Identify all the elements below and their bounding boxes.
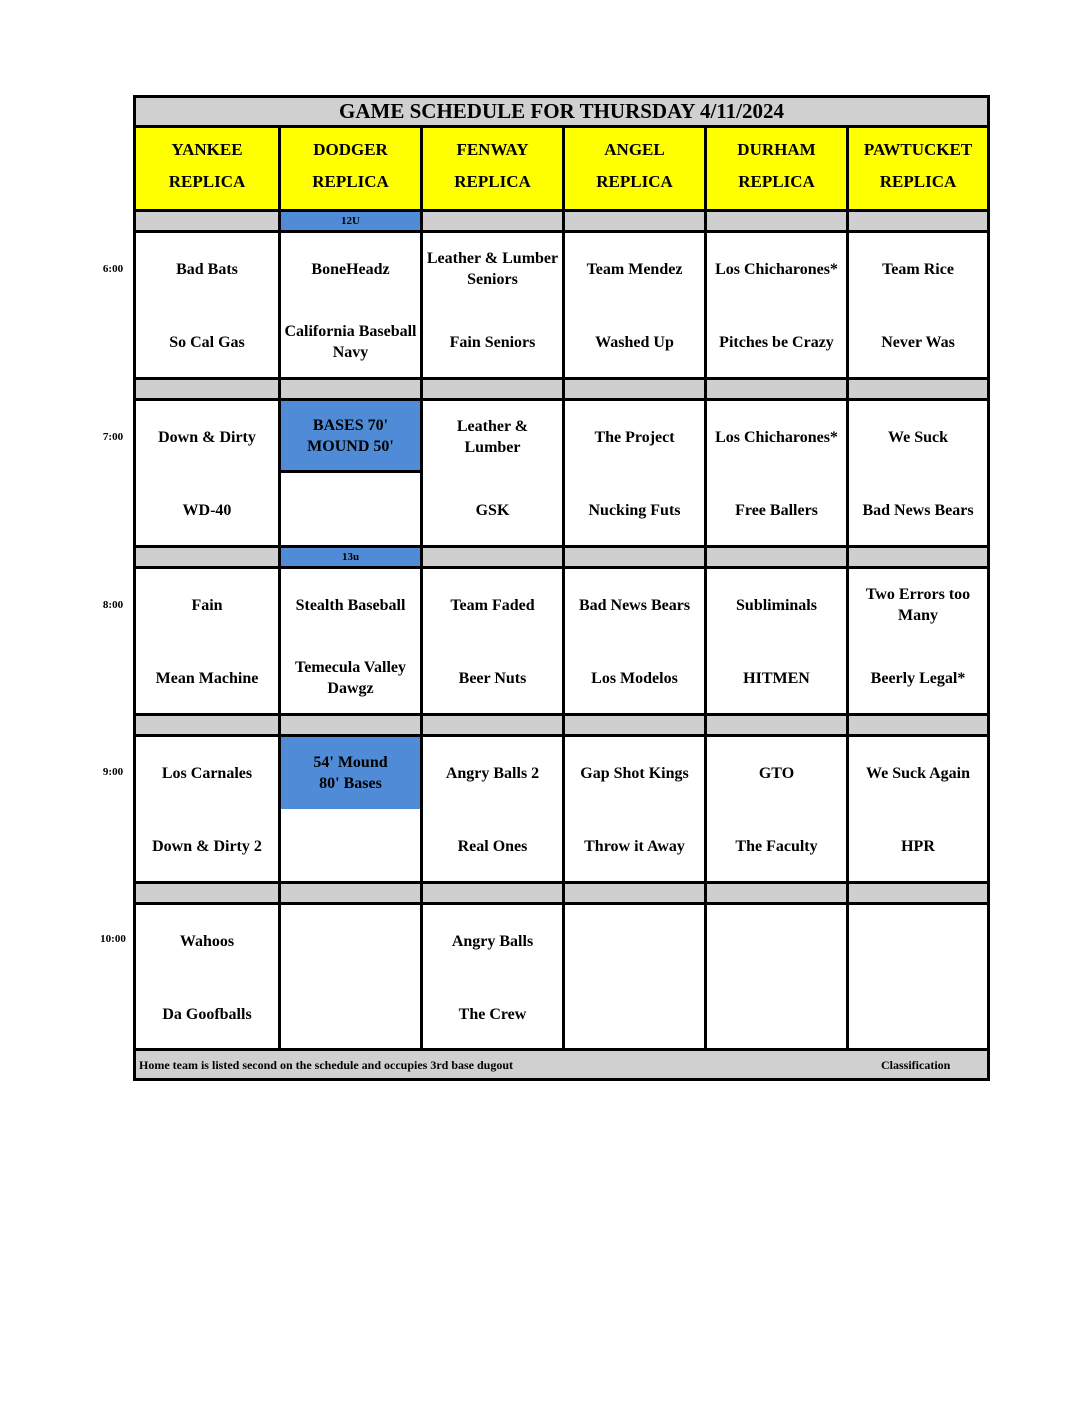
field-header-angel — [565, 128, 704, 212]
away-team: Down & Dirty — [158, 428, 256, 446]
home-team: Washed Up — [595, 333, 674, 351]
home-team: Temecula Valley Dawgz — [295, 659, 406, 697]
home-team: Down & Dirty 2 — [152, 837, 262, 855]
away-team: Gap Shot Kings — [580, 764, 689, 782]
field-header-pawtucket — [849, 128, 987, 212]
away-team: GTO — [758, 764, 795, 782]
slot-divider — [565, 884, 704, 905]
game-slot-9 — [849, 737, 987, 884]
home-team: Never Was — [881, 333, 955, 351]
home-team: Mean Machine — [155, 669, 259, 687]
slot-divider — [281, 716, 420, 737]
game-slot-10 — [281, 905, 420, 1052]
slot-divider — [707, 212, 846, 233]
home-team: HITMEN — [743, 669, 810, 687]
home-team: WD-40 — [182, 501, 232, 519]
slot-divider — [136, 884, 278, 905]
slot-divider — [565, 380, 704, 401]
slot-divider — [423, 884, 562, 905]
game-slot-8 — [281, 569, 420, 716]
field-column-dodger — [278, 128, 420, 1078]
game-slot-9 — [707, 737, 846, 884]
game-slot-6 — [136, 233, 278, 380]
field-name: YANKEE — [171, 140, 243, 159]
game-slot-9 — [565, 737, 704, 884]
field-name: DURHAM — [737, 140, 816, 159]
game-slot-7 — [565, 401, 704, 548]
game-slot-10 — [423, 905, 562, 1052]
away-team: Subliminals — [736, 596, 817, 614]
schedule-footer — [136, 1048, 987, 1078]
slot-divider — [281, 380, 420, 401]
home-team: HPR — [901, 837, 935, 855]
slot-divider — [565, 212, 704, 233]
field-name: DODGER — [313, 140, 388, 159]
slot-divider — [281, 884, 420, 905]
game-slot-9 — [281, 737, 420, 884]
home-team: California Baseball Navy — [284, 323, 417, 361]
home-team: Los Modelos — [591, 669, 678, 687]
time-label-10: 10:00 — [100, 933, 126, 945]
game-slot-10 — [136, 905, 278, 1052]
away-team: Bad News Bears — [578, 596, 691, 614]
away-team: The Project — [594, 428, 675, 446]
home-team: Free Ballers — [735, 501, 818, 519]
game-slot-10 — [565, 905, 704, 1052]
away-team: BoneHeadz — [311, 260, 390, 278]
field-name: ANGEL — [604, 140, 665, 159]
slot-divider — [707, 548, 846, 569]
slot-divider — [849, 884, 987, 905]
game-slot-7 — [136, 401, 278, 548]
slot-divider — [423, 548, 562, 569]
field-column-angel — [562, 128, 704, 1078]
game-slot-9 — [136, 737, 278, 884]
slot-divider — [136, 716, 278, 737]
away-team: Bad Bats — [176, 260, 238, 278]
home-team-note: Home team is listed second on the schedule and occupies 3rd base dugout — [139, 1058, 514, 1072]
slot-divider — [565, 548, 704, 569]
home-team: Da Goofballs — [162, 1005, 252, 1023]
field-column-yankee — [136, 128, 278, 1078]
division-label-12u: 12U — [281, 212, 420, 233]
game-slot-8 — [849, 569, 987, 716]
schedule-title: GAME SCHEDULE FOR THURSDAY 4/11/2024 — [136, 98, 987, 128]
game-slot-10 — [707, 905, 846, 1052]
field-type: REPLICA — [312, 172, 389, 191]
away-team: Wahoos — [179, 932, 235, 950]
field-type: REPLICA — [879, 172, 957, 191]
game-slot-6 — [281, 233, 420, 380]
schedule-table — [133, 95, 990, 1081]
away-team: Team Rice — [882, 260, 954, 278]
field-header-yankee — [136, 128, 278, 212]
away-team: We Suck Again — [865, 764, 971, 782]
away-team: Angry Balls 2 — [445, 764, 540, 782]
field-type: REPLICA — [454, 172, 531, 191]
time-label-8: 8:00 — [102, 599, 124, 611]
slot-divider — [565, 716, 704, 737]
slot-divider — [707, 884, 846, 905]
away-team: Los Carnales — [161, 764, 253, 782]
game-slot-6 — [707, 233, 846, 380]
home-team: Real Ones — [457, 837, 528, 855]
game-slot-6 — [849, 233, 987, 380]
game-slot-7 — [281, 401, 420, 548]
slot-divider — [707, 716, 846, 737]
away-team: Team Mendez — [586, 260, 683, 278]
away-team: Stealth Baseball — [295, 596, 406, 614]
game-slot-7 — [423, 401, 562, 548]
division-label-13u: 13u — [281, 548, 420, 569]
home-team: GSK — [475, 501, 510, 519]
home-team: Beerly Legal* — [870, 669, 966, 687]
away-team: Los Chicharones* — [715, 428, 838, 446]
game-slot-9 — [423, 737, 562, 884]
field-dimensions-note: 54' Mound 80' Bases — [281, 737, 420, 809]
game-slot-6 — [565, 233, 704, 380]
slot-divider — [136, 212, 278, 233]
game-slot-10 — [849, 905, 987, 1052]
field-header-dodger — [281, 128, 420, 212]
game-slot-6 — [423, 233, 562, 380]
slot-divider — [136, 380, 278, 401]
away-team: Leather & Lumber — [456, 418, 529, 456]
field-dimensions-note: BASES 70' MOUND 50' — [281, 401, 420, 473]
field-column-fenway — [420, 128, 562, 1078]
field-header-durham — [707, 128, 846, 212]
home-team: The Faculty — [735, 837, 818, 855]
away-team: We Suck — [887, 428, 948, 446]
field-column-durham — [704, 128, 846, 1078]
away-team: Fain — [191, 596, 223, 614]
away-team: Leather & Lumber Seniors — [426, 250, 559, 288]
game-slot-8 — [707, 569, 846, 716]
time-label-9: 9:00 — [102, 766, 124, 778]
home-team: Fain Seniors — [449, 333, 536, 351]
slot-divider — [423, 716, 562, 737]
home-team: So Cal Gas — [169, 333, 245, 351]
field-name: FENWAY — [456, 140, 529, 159]
field-column-pawtucket — [846, 128, 987, 1078]
away-team: Angry Balls — [451, 932, 534, 950]
field-type: REPLICA — [738, 172, 815, 191]
field-header-fenway — [423, 128, 562, 212]
home-team: Throw it Away — [584, 837, 685, 855]
home-team: Nucking Futs — [588, 501, 681, 519]
field-type: REPLICA — [168, 172, 246, 191]
slot-divider — [423, 212, 562, 233]
game-slot-8 — [565, 569, 704, 716]
home-team: The Crew — [458, 1005, 527, 1023]
away-team: Team Faded — [450, 596, 535, 614]
time-label-7: 7:00 — [102, 431, 124, 443]
game-slot-7 — [849, 401, 987, 548]
slot-divider — [707, 380, 846, 401]
field-name: PAWTUCKET — [863, 140, 973, 159]
slot-divider — [849, 716, 987, 737]
slot-divider — [849, 380, 987, 401]
slot-divider — [849, 212, 987, 233]
slot-divider — [849, 548, 987, 569]
field-type: REPLICA — [596, 172, 673, 191]
home-team: Beer Nuts — [458, 669, 527, 687]
game-slot-8 — [423, 569, 562, 716]
time-label-6: 6:00 — [102, 263, 124, 275]
away-team: Two Errors too Many — [865, 586, 971, 624]
slot-divider — [423, 380, 562, 401]
game-slot-8 — [136, 569, 278, 716]
classification-label: Classification — [881, 1058, 951, 1072]
game-slot-7 — [707, 401, 846, 548]
home-team: Bad News Bears — [862, 501, 974, 519]
away-team: Los Chicharones* — [715, 260, 838, 278]
home-team: Pitches be Crazy — [719, 333, 834, 351]
slot-divider — [136, 548, 278, 569]
